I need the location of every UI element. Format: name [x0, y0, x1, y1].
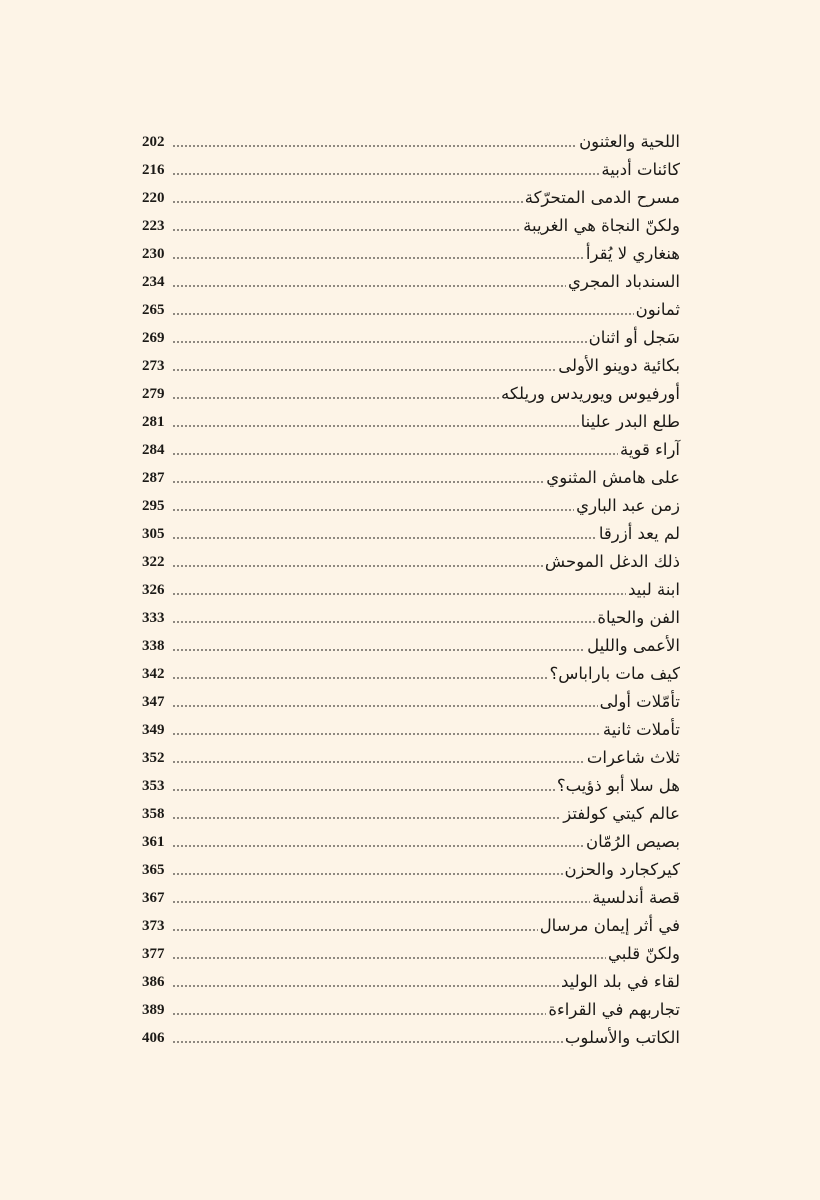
dot-leader [172, 1013, 546, 1015]
dot-leader [172, 537, 597, 539]
dot-leader [172, 957, 606, 959]
toc-entry-page: 373 [142, 918, 165, 934]
dot-leader [172, 733, 601, 735]
toc-entry[interactable] [142, 856, 680, 884]
toc-entry-page: 287 [142, 470, 165, 486]
toc-entry[interactable] [142, 492, 680, 520]
dot-leader [172, 901, 590, 903]
dot-leader [172, 481, 544, 483]
toc-entry[interactable] [142, 660, 680, 688]
toc-entry-page: 353 [142, 778, 165, 794]
toc-entry-title: طلع البدر علينا [580, 412, 680, 431]
toc-entry-page: 361 [142, 834, 165, 850]
toc-entry[interactable] [142, 940, 680, 968]
dot-leader [172, 453, 618, 455]
toc-entry[interactable] [142, 716, 680, 744]
dot-leader [172, 929, 538, 931]
toc-entry[interactable] [142, 184, 680, 212]
toc-entry-title: تجاربهم في القراءة [548, 1000, 680, 1019]
toc-entry-page: 279 [142, 386, 165, 402]
dot-leader [172, 285, 566, 287]
toc-entry-title: الكاتب والأسلوب [564, 1028, 680, 1047]
toc-entry[interactable] [142, 352, 680, 380]
dot-leader [172, 845, 584, 847]
toc-entry-page: 202 [142, 134, 165, 150]
toc-entry-page: 220 [142, 190, 165, 206]
dot-leader [172, 425, 579, 427]
toc-entry-title: هنغاري لا يُقرأ [585, 244, 680, 263]
toc-entry-title: ولكنّ النجاة هي الغريبة [523, 216, 680, 235]
toc-entry-title: كيف مات باراباس؟ [549, 664, 680, 683]
dot-leader [172, 341, 587, 343]
toc-entry-page: 389 [142, 1002, 165, 1018]
toc-entry-title: ذلك الدغل الموحش [544, 552, 680, 571]
toc-entry-page: 273 [142, 358, 165, 374]
toc-entry-page: 265 [142, 302, 165, 318]
dot-leader [172, 705, 598, 707]
toc-entry-page: 269 [142, 330, 165, 346]
toc-entry[interactable] [142, 604, 680, 632]
toc-entry-title: تأملات ثانية [602, 720, 680, 739]
toc-entry[interactable] [142, 408, 680, 436]
toc-entry-title: ثمانون [635, 300, 680, 319]
toc-entry-title: مسرح الدمى المتحرّكة [524, 188, 680, 207]
toc-entry-page: 326 [142, 582, 165, 598]
dot-leader [172, 593, 626, 595]
toc-entry-title: سَجل أو اثنان [588, 328, 680, 347]
toc-entry-title: ثلاث شاعرات [586, 748, 680, 767]
toc-entry-title: عالم كيتي كولفتز [563, 804, 680, 823]
toc-entry-page: 230 [142, 246, 165, 262]
toc-entry[interactable] [142, 436, 680, 464]
toc-entry[interactable] [142, 772, 680, 800]
dot-leader [172, 173, 599, 175]
toc-entry-page: 342 [142, 666, 165, 682]
toc-entry-page: 365 [142, 862, 165, 878]
toc-entry-title: لم يعد أزرقا [598, 524, 680, 543]
toc-entry[interactable] [142, 128, 680, 156]
toc-entry-title: السندباد المجري [567, 272, 680, 291]
dot-leader [172, 1041, 563, 1043]
toc-entry-title: ولكنّ قلبي [608, 944, 680, 963]
table-of-contents [142, 128, 680, 1052]
toc-entry-page: 349 [142, 722, 165, 738]
toc-entry-page: 377 [142, 946, 165, 962]
toc-entry[interactable] [142, 240, 680, 268]
toc-entry-title: هل سلا أبو ذؤيب؟ [556, 776, 680, 795]
toc-entry[interactable] [142, 324, 680, 352]
dot-leader [172, 565, 543, 567]
toc-entry-page: 305 [142, 526, 165, 542]
dot-leader [172, 621, 595, 623]
toc-entry[interactable] [142, 1024, 680, 1052]
dot-leader [172, 985, 559, 987]
toc-entry[interactable] [142, 884, 680, 912]
toc-entry[interactable] [142, 548, 680, 576]
toc-entry[interactable] [142, 520, 680, 548]
dot-leader [172, 369, 556, 371]
dot-leader [172, 873, 563, 875]
toc-entry[interactable] [142, 632, 680, 660]
toc-entry-title: اللحية والعثنون [579, 132, 680, 151]
toc-entry-page: 367 [142, 890, 165, 906]
toc-entry-title: بصيص الرُمّان [585, 832, 680, 851]
toc-entry[interactable] [142, 688, 680, 716]
toc-entry[interactable] [142, 968, 680, 996]
toc-entry[interactable] [142, 800, 680, 828]
toc-entry-page: 284 [142, 442, 165, 458]
toc-entry-title: قصة أندلسية [592, 888, 680, 907]
toc-entry-title: على هامش المثنوي [546, 468, 680, 487]
toc-entry-page: 234 [142, 274, 165, 290]
toc-entry-title: تأمّلات أولى [599, 692, 680, 711]
toc-entry-title: زمن عبد الباري [576, 496, 680, 515]
toc-entry-page: 347 [142, 694, 165, 710]
toc-entry[interactable] [142, 912, 680, 940]
toc-entry-page: 223 [142, 218, 165, 234]
toc-entry-page: 338 [142, 638, 165, 654]
toc-entry-title: بكائية دوينو الأولى [558, 356, 680, 375]
dot-leader [172, 145, 577, 147]
toc-entry-page: 322 [142, 554, 165, 570]
dot-leader [172, 201, 523, 203]
dot-leader [172, 761, 585, 763]
dot-leader [172, 397, 499, 399]
toc-entry-page: 333 [142, 610, 165, 626]
toc-entry[interactable] [142, 576, 680, 604]
dot-leader [172, 509, 574, 511]
toc-entry-title: لقاء في بلد الوليد [560, 972, 680, 991]
toc-entry-title: آراء قوية [620, 440, 680, 459]
toc-entry[interactable] [142, 156, 680, 184]
toc-entry-title: أورفيوس ويوريدس وريلكه [501, 384, 680, 403]
dot-leader [172, 677, 548, 679]
toc-entry-title: ابنة لبيد [628, 580, 680, 599]
dot-leader [172, 313, 634, 315]
dot-leader [172, 257, 584, 259]
toc-entry[interactable] [142, 212, 680, 240]
toc-entry[interactable] [142, 380, 680, 408]
toc-entry[interactable] [142, 744, 680, 772]
toc-entry-title: في أثر إيمان مرسال [539, 916, 680, 935]
toc-entry-page: 352 [142, 750, 165, 766]
toc-entry-page: 216 [142, 162, 165, 178]
toc-entry[interactable] [142, 268, 680, 296]
toc-entry-title: كائنات أدبية [601, 160, 680, 179]
dot-leader [172, 789, 555, 791]
toc-entry-page: 358 [142, 806, 165, 822]
toc-entry-title: كيركجارد والحزن [564, 860, 680, 879]
toc-entry[interactable] [142, 464, 680, 492]
toc-entry-title: الفن والحياة [597, 608, 680, 627]
toc-entry[interactable] [142, 296, 680, 324]
toc-entry[interactable] [142, 828, 680, 856]
toc-entry-title: الأعمى والليل [587, 636, 680, 655]
dot-leader [172, 817, 561, 819]
toc-entry[interactable] [142, 996, 680, 1024]
dot-leader [172, 229, 521, 231]
toc-entry-page: 386 [142, 974, 165, 990]
toc-entry-page: 406 [142, 1030, 165, 1046]
toc-entry-page: 295 [142, 498, 165, 514]
dot-leader [172, 649, 585, 651]
toc-entry-page: 281 [142, 414, 165, 430]
